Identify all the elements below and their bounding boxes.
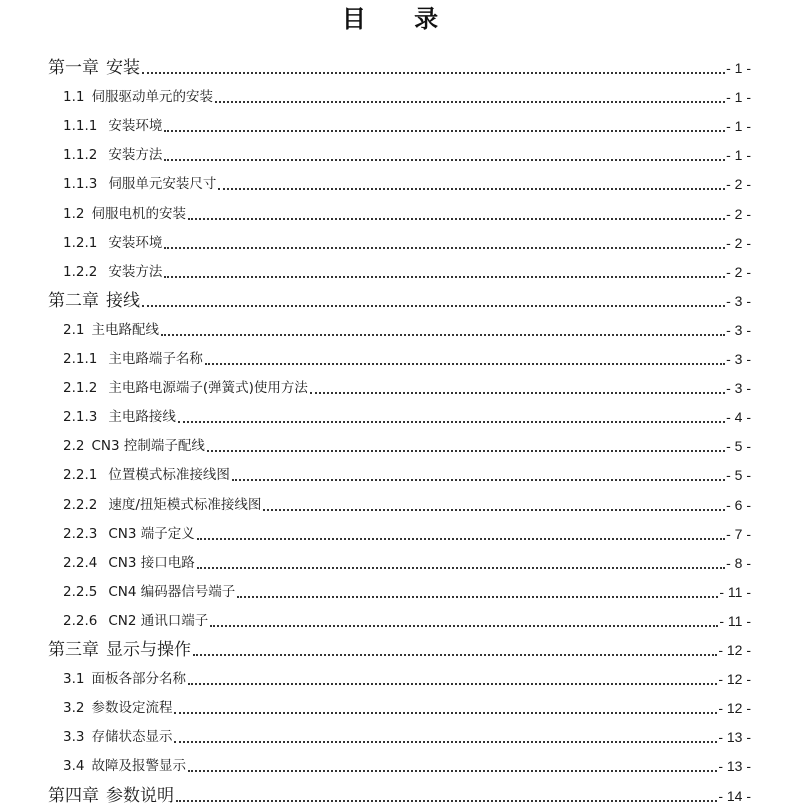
toc-entry-page-number: - 12 -: [718, 642, 751, 658]
dot-leader: [164, 276, 725, 278]
toc-entry-number: 2.2.5: [63, 583, 98, 600]
toc-entry-number: 3.2: [63, 700, 85, 717]
toc-entry-text: 参数说明: [106, 785, 174, 806]
toc-entry-label: [48, 786, 174, 806]
toc-entry-label: [63, 436, 205, 456]
toc-entry-page-number: - 4 -: [726, 409, 751, 426]
toc-entry-number: 第三章: [48, 640, 99, 660]
toc-entry-page-number: - 11 -: [719, 583, 751, 600]
toc-entry-number: 1.2.2: [63, 263, 98, 280]
toc-entry-1-2[interactable]: [63, 198, 751, 224]
toc-entry-label: [48, 58, 140, 78]
toc-entry-page-number: - 1 -: [726, 89, 751, 106]
toc-entry-text: CN2 通讯口端子: [108, 612, 209, 629]
toc-entry-number: 3.3: [63, 729, 85, 746]
toc-entry-第二章[interactable]: [48, 285, 751, 311]
toc-entry-label: [63, 145, 162, 165]
toc-entry-1-1[interactable]: [63, 81, 751, 107]
toc-entry-label: [48, 291, 140, 311]
toc-entry-第三章[interactable]: [48, 634, 751, 660]
toc-entry-number: 2.2.2: [63, 496, 98, 513]
toc-entry-2-1-3[interactable]: [63, 401, 751, 427]
toc-entry-2-2-5[interactable]: [63, 576, 751, 602]
dot-leader: [161, 334, 725, 336]
dot-leader: [142, 72, 725, 74]
toc-entry-text: 主电路接线: [108, 409, 176, 426]
toc-entry-text: 伺服驱动单元的安装: [91, 89, 213, 106]
dot-leader: [164, 159, 725, 161]
dot-leader: [193, 654, 717, 656]
toc-entry-text: CN3 端子定义: [108, 525, 195, 542]
toc-entry-text: 安装方法: [108, 263, 163, 280]
toc-entry-第四章[interactable]: [48, 780, 751, 806]
toc-entry-page-number: - 12 -: [718, 671, 751, 688]
toc-entry-1-1-2[interactable]: [63, 139, 751, 165]
toc-entry-number: 1.1.3: [63, 176, 98, 193]
toc-entry-label: [63, 116, 162, 136]
toc-entry-label: [63, 727, 172, 747]
toc-entry-text: CN4 编码器信号端子: [108, 583, 236, 600]
toc-entry-number: 第二章: [48, 290, 99, 311]
toc-entry-第一章[interactable]: [48, 52, 751, 78]
toc-entry-number: 1.1: [63, 89, 85, 106]
toc-entry-label: [63, 553, 195, 573]
toc-entry-page-number: - 5 -: [726, 467, 751, 484]
toc-entry-page-number: - 2 -: [726, 263, 751, 280]
toc-entry-text: 位置模式标准接线图: [108, 467, 230, 484]
toc-entry-label: [63, 698, 172, 718]
toc-entry-number: 第四章: [48, 785, 99, 806]
dot-leader: [263, 509, 725, 511]
dot-leader: [310, 392, 725, 394]
toc-entry-label: [63, 524, 195, 544]
toc-entry-2-2-1[interactable]: [63, 459, 751, 485]
toc-entry-text: 伺服电机的安装: [91, 205, 186, 222]
toc-entry-label: [63, 407, 176, 427]
toc-entry-3-1[interactable]: [63, 663, 751, 689]
toc-entry-number: 2.2.3: [63, 525, 98, 542]
dot-leader: [210, 625, 718, 627]
dot-leader: [188, 218, 725, 220]
toc-entry-page-number: - 13 -: [718, 758, 751, 775]
toc-entry-label: [63, 582, 235, 602]
toc-entry-page-number: - 11 -: [719, 612, 751, 629]
dot-leader: [218, 188, 725, 190]
toc-entry-2-2-4[interactable]: [63, 547, 751, 573]
toc-entry-number: 1.1.2: [63, 147, 98, 164]
dot-leader: [207, 450, 725, 452]
toc-entry-page-number: - 8 -: [726, 554, 751, 571]
dot-leader: [164, 247, 725, 249]
toc-entry-label: [63, 233, 162, 253]
toc-entry-text: 安装方法: [108, 147, 163, 164]
dot-leader: [188, 683, 717, 685]
toc-entry-1-1-3[interactable]: [63, 168, 751, 194]
toc-entry-label: [63, 756, 186, 776]
toc-entry-3-4[interactable]: [63, 750, 751, 776]
toc-entry-label: [63, 611, 208, 631]
toc-entry-text: 安装环境: [108, 234, 163, 251]
toc-entry-page-number: - 13 -: [718, 729, 751, 746]
toc-entry-label: [63, 495, 261, 515]
toc-entry-label: [63, 87, 213, 107]
toc-entry-number: 3.4: [63, 758, 85, 775]
toc-entry-label: [63, 174, 216, 194]
toc-entry-2-1[interactable]: [63, 314, 751, 340]
toc-entry-3-2[interactable]: [63, 692, 751, 718]
toc-entry-text: 伺服单元安装尺寸: [108, 176, 217, 193]
toc-entry-number: 2.2.6: [63, 612, 98, 629]
dot-leader: [197, 567, 725, 569]
toc-entry-page-number: - 2 -: [726, 234, 751, 251]
toc-entry-number: 2.2.1: [63, 467, 98, 484]
toc-entry-1-2-2[interactable]: [63, 256, 751, 282]
dot-leader: [174, 712, 717, 714]
toc-entry-page-number: - 3 -: [726, 321, 751, 338]
dot-leader: [174, 741, 717, 743]
toc-entry-page-number: - 7 -: [726, 525, 751, 542]
toc-entry-page-number: - 14 -: [718, 787, 751, 804]
toc-entry-number: 2.2.4: [63, 554, 98, 571]
toc-entry-page-number: - 6 -: [726, 496, 751, 513]
toc-entry-number: 2.1.1: [63, 351, 98, 367]
toc-entry-text: 接线: [106, 290, 140, 311]
toc-entry-text: CN3 接口电路: [108, 554, 195, 571]
toc-entry-text: 主电路电源端子(弹簧式)使用方法: [108, 380, 308, 397]
toc-entry-2-1-1[interactable]: [63, 343, 751, 369]
toc-entry-page-number: - 1 -: [726, 60, 751, 76]
toc-entry-2-2-2[interactable]: [63, 489, 751, 515]
toc-entry-text: 安装环境: [108, 118, 163, 135]
toc-entry-label: [63, 204, 186, 224]
toc-entry-2-1-2[interactable]: [63, 372, 751, 398]
toc-entry-page-number: - 3 -: [726, 351, 751, 367]
dot-leader: [232, 479, 725, 481]
dot-leader: [164, 130, 725, 132]
toc-entry-page-number: - 1 -: [726, 147, 751, 164]
toc-entry-label: [63, 262, 162, 282]
toc-entry-number: 2.1: [63, 321, 85, 338]
toc-entry-text: 显示与操作: [106, 640, 191, 660]
toc-entry-text: 面板各部分名称: [91, 671, 186, 688]
toc-entry-text: 主电路配线: [91, 321, 159, 338]
toc-entry-number: 1.2: [63, 205, 85, 222]
toc-entry-label: [63, 465, 230, 485]
toc-entry-page-number: - 1 -: [726, 118, 751, 135]
dot-leader: [197, 538, 725, 540]
toc-entry-text: 安装: [106, 58, 140, 78]
toc-entry-page-number: - 3 -: [726, 292, 751, 309]
toc-entry-3-3[interactable]: [63, 721, 751, 747]
toc-entry-text: 故障及报警显示: [91, 758, 186, 775]
page-title: 目 录: [341, 5, 459, 33]
toc-entry-label: [63, 669, 186, 689]
dot-leader: [205, 363, 725, 365]
toc-entry-text: 存储状态显示: [91, 729, 173, 746]
toc-entry-number: 2.2: [63, 438, 85, 455]
toc-entry-number: 第一章: [48, 58, 99, 78]
toc-entry-page-number: - 12 -: [718, 700, 751, 717]
toc-entry-label: [48, 640, 191, 660]
dot-leader: [142, 305, 725, 307]
toc-entry-2-2-6[interactable]: [63, 605, 751, 631]
toc-entry-number: 3.1: [63, 671, 85, 688]
toc-entry-label: [63, 378, 308, 398]
toc-entry-text: 主电路端子名称: [108, 351, 203, 367]
toc-entry-page-number: - 5 -: [726, 438, 751, 455]
dot-leader: [215, 101, 725, 103]
toc-entry-text: CN3 控制端子配线: [91, 438, 205, 455]
toc-entry-page-number: - 3 -: [726, 380, 751, 397]
toc-entry-2-2[interactable]: [63, 430, 751, 456]
toc-entry-page-number: - 2 -: [726, 205, 751, 222]
toc-entry-text: 速度/扭矩模式标准接线图: [108, 496, 262, 513]
toc-entry-1-1-1[interactable]: [63, 110, 751, 136]
toc-entry-2-2-3[interactable]: [63, 518, 751, 544]
toc-entry-label: [63, 320, 159, 340]
toc-entry-label: [63, 349, 203, 369]
toc-entry-number: 2.1.2: [63, 380, 98, 397]
toc-entry-text: 参数设定流程: [91, 700, 173, 717]
toc-entry-number: 1.2.1: [63, 234, 98, 251]
dot-leader: [178, 421, 725, 423]
toc-entry-page-number: - 2 -: [726, 176, 751, 193]
dot-leader: [237, 596, 718, 598]
dot-leader: [188, 770, 717, 772]
toc-entry-number: 1.1.1: [63, 118, 98, 135]
toc-entry-1-2-1[interactable]: [63, 227, 751, 253]
toc-entry-number: 2.1.3: [63, 409, 98, 426]
